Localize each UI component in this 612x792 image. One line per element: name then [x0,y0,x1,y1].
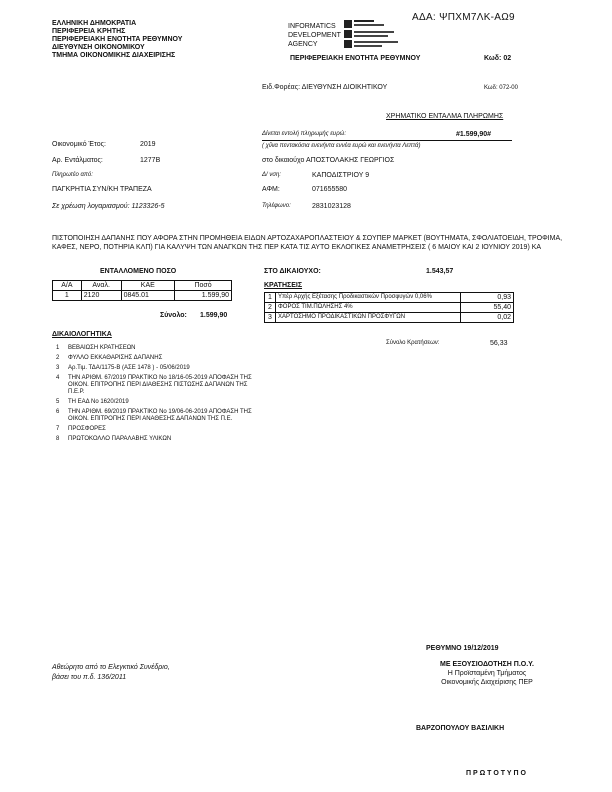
deduction-description: ΧΑΡΤΟΣΗΜΟ ΠΡΟΔΙΚΑΣΤΙΚΩΝ ΠΡΟΣΦΥΓΩΝ [276,313,461,323]
phone-value: 2831023128 [312,203,351,210]
agency-value: ΔΙΕΥΘΥΝΣΗ ΔΙΟΙΚΗΤΙΚΟΥ [301,84,388,91]
authority-line: ΠΕΡΙΦΕΡΕΙΑ ΚΡΗΤΗΣ [52,28,126,35]
ordered-total-value: 1.599,90 [200,312,228,319]
debit-account-value: 1123326-5 [131,203,165,210]
documents-list [56,345,256,446]
logo-line: AGENCY [288,41,318,48]
deduction-number: 1 [265,293,276,303]
ida-logo [288,22,341,49]
debit-account-row [52,203,164,210]
item-text: ΒΕΒΑΙΩΣΗ ΚΡΑΤΗΣΕΩΝ [68,345,136,351]
debit-account-label: Σε χρέωση λογαριασμού: [52,203,130,210]
deductions-total-label: Σύνολο Κρατήσεων: [386,340,440,346]
ada-code: ΑΔΑ: ΨΠΧΜ7ΛΚ-ΑΩ9 [412,12,515,23]
ordered-amount-table [52,280,232,301]
item-number: 2 [56,355,60,361]
logo-graphic-icon [344,20,402,55]
item-text: ΤΗΝ ΑΡΙΘΜ. 67/2019 ΠΡΑΚΤΙΚΟ Νο 18/16-05-2019 ΑΠΟΦΑΣΗ ΤΗΣ ΟΙΚΟΝ. ΕΠΙΤΡΟΠΗΣ ΠΕΡΙ ΔΙΑΘΕΣΗΣ ΠΙΣΤΩΣΗΣ ΔΑΠΑΝΩΝ ΤΗΣ Π.Ε.Ρ. [68,375,252,395]
documents-title: ΔΙΚΑΙΟΛΟΓΗΤΙΚΑ [52,331,112,338]
authority-line: ΤΜΗΜΑ ΟΙΚΟΝΟΜΙΚΗΣ ΔΙΑΧΕΙΡΙΣΗΣ [52,52,176,59]
table-row [265,303,514,313]
payable-from-label: Πληρωτέο από: [52,172,93,178]
item-number: 5 [56,399,60,405]
deduction-number: 3 [265,313,276,323]
deductions-table [264,292,514,323]
payee-name: ΑΠΟΣΤΟΛΑΚΗΣ ΓΕΩΡΓΙΟΣ [305,157,395,164]
payee-row [262,157,394,164]
item-number: 3 [56,365,60,371]
authority-line: ΕΛΛΗΝΙΚΗ ΔΗΜΟΚΡΑΤΙΑ [52,20,137,27]
item-text: ΠΡΟΣΦΟΡΕΣ [68,426,106,432]
row-kae: 0845.01 [121,291,175,301]
item-text: ΦΥΛΛΟ ΕΚΚΑΘΑΡΙΣΗΣ ΔΑΠΑΝΗΣ [68,355,163,361]
item-text: ΠΡΩΤΟΚΟΛΛΟ ΠΑΡΑΛΑΒΗΣ ΥΛΙΚΩΝ [68,436,172,442]
deduction-amount: 0,93 [461,293,514,303]
header-cell: Αναλ. [81,281,121,291]
payment-description: ΠΙΣΤΟΠΟΙΗΣΗ ΔΑΠΑΝΗΣ ΠΟΥ ΑΦΟΡΑ ΣΤΗΝ ΠΡΟΜΗΘΕΙΑ ΕΙΔΩΝ ΑΡΤΟΖΑΧΑΡΟΠΛΑΣΤΕΙΟΥ & ΣΟΥΠΕΡ ΜΑΡΚΕΤ (ΒΟΥΤΗΜΑΤΑ, ΣΦΟΛΙΑΤΟΕΙΔΗ, ΤΡΟΦΙΜΑ, ΚΑΦΕΣ, ΝΕΡΟ, ΠΟΤΗΡΙΑ ΚΛΠ) ΓΙΑ ΚΑΛΥΨΗ ΤΩΝ ΑΝΑΓΚΩΝ ΤΗΣ ΠΕΡ ΚΑΤΑ ΤΙΣ ΑΥΤΟ ΕΚΛΟΓΙΚΕΣ ΑΝΑΜΕΤΡΗΣΕΙΣ ( 6 ΜΑΙΟΥ ΚΑΙ 2 ΙΟΥΝΙΟΥ 2019) ΚΑ [52,235,563,251]
list-item [56,375,256,396]
audit-line: Αθεώρητο από το Ελεγκτικό Συνέδριο, [52,664,170,671]
header-cell: Α/Α [53,281,82,291]
item-number: 7 [56,426,60,432]
bank-name: ΠΑΓΚΡΗΤΙΑ ΣΥΝ/ΚΗ ΤΡΑΠΕΖΑ [52,186,152,193]
list-item [56,436,256,443]
agency-label: Ειδ.Φορέας: [262,84,301,91]
signer-title-line: Η Προϊσταμένη Τμήματος [447,670,527,677]
item-number: 4 [56,375,60,381]
payee-label: στο δικαιούχο [262,157,305,164]
address-value: ΚΑΠΟΔΙΣΤΡΙΟΥ 9 [312,172,370,179]
table-row [265,293,514,303]
item-number: 6 [56,409,60,415]
address-label: Δ/ νση: [262,172,281,178]
row-analysis: 2120 [81,291,121,301]
order-amount: #1.599,90# [456,131,492,138]
item-text: Αρ.Τιμ. ΤΔΑ/1175-Β (ΑΣΕ 1478 ) - 05/06/2019 [68,365,190,371]
table-row [53,291,232,301]
logo-line: DEVELOPMENT [288,32,341,39]
list-item [56,426,256,433]
deduction-description: ΦΟΡΟΣ ΤΙΜ.ΠΩΛΗΣΗΣ 4% [276,303,461,313]
afm-value: 071655580 [312,186,348,193]
fiscal-year-value: 2019 [140,141,156,148]
signer-title-line: Οικονομικής Διαχείρισης ΠΕΡ [441,679,533,686]
order-label: Δίνεται εντολή πληρωμής ευρώ: [262,131,346,137]
unit-code: Κωδ: 02 [484,55,512,62]
issuing-authority [52,20,182,60]
to-payee-value: 1.543,57 [426,268,454,275]
agency-row [262,84,387,91]
list-item [56,365,256,372]
logo-line: INFORMATICS [288,23,336,30]
authorization-line: ΜΕ ΕΞΟΥΣΙΟΔΟΤΗΣΗ Π.Ο.Υ. [440,661,534,668]
amount-underline [262,140,512,141]
table-row [265,313,514,323]
afm-label: ΑΦΜ: [262,186,280,193]
ordered-total-label: Σύνολο: [160,312,187,319]
deductions-title: ΚΡΑΤΗΣΕΙΣ [264,282,303,289]
table-header-row [53,281,232,291]
deduction-number: 2 [265,303,276,313]
ordered-amount-title: ΕΝΤΑΛΛΟΜΕΝΟ ΠΟΣΟ [100,268,177,275]
order-title: ΧΡΗΜΑΤΙΚΟ ΕΝΤΑΛΜΑ ΠΛΗΡΩΜΗΣ [386,113,504,120]
deduction-amount: 0,02 [461,313,514,323]
header-cell: Ποσό [175,281,232,291]
order-number-label: Αρ. Εντάλματος: [52,157,103,164]
agency-code: Κωδ: 072-00 [484,85,518,91]
signer-name: ΒΑΡΖΟΠΟΥΛΟΥ ΒΑΣΙΛΙΚΗ [416,725,505,732]
fiscal-year-label: Οικονομικό Έτος: [52,141,106,148]
item-text: ΤΗ ΕΑΔ Νο 1620/2019 [68,399,129,405]
deductions-total-value: 56,33 [490,340,508,347]
authority-line: ΔΙΕΥΘΥΝΣΗ ΟΙΚΟΝΟΜΙΚΟΥ [52,44,145,51]
signature-block [412,660,562,687]
list-item [56,345,256,352]
unit-title: ΠΕΡΙΦΕΡΕΙΑΚΗ ΕΝΟΤΗΤΑ ΡΕΘΥΜΝΟΥ [290,55,421,62]
deduction-description: Υπέρ Αρχής Εξέτασης Προδικαστικών Προσφυγών 0,06% [276,293,461,303]
order-number-value: 1277Β [140,157,161,164]
row-number: 1 [53,291,82,301]
item-number: 1 [56,345,60,351]
row-amount: 1.599,90 [175,291,232,301]
deduction-amount: 55,40 [461,303,514,313]
to-payee-label: ΣΤΟ ΔΙΚΑΙΟΥΧΟ: [264,268,321,275]
header-cell: ΚΑΕ [121,281,175,291]
authority-line: ΠΕΡΙΦΕΡΕΙΑΚΗ ΕΝΟΤΗΤΑ ΡΕΘΥΜΝΟΥ [52,36,183,43]
place-date: ΡΕΘΥΜΝΟ 19/12/2019 [426,645,499,652]
list-item [56,409,256,423]
list-item [56,355,256,362]
item-text: ΤΗΝ ΑΡΙΘΜ. 69/2019 ΠΡΑΚΤΙΚΟ Νο 19/06-06-2019 ΑΠΟΦΑΣΗ ΤΗΣ ΟΙΚΟΝ. ΕΠΙΤΡΟΠΗΣ ΠΕΡΙ ΑΝΑΘΕΣΗΣ ΔΑΠΑΝΩΝ ΤΗΣ Π.Ε. [68,409,252,422]
item-number: 8 [56,436,60,442]
phone-label: Τηλέφωνο: [262,203,291,209]
list-item [56,399,256,406]
audit-note [52,663,170,683]
amount-in-words: ( χίλια πεντακόσια ενενήντα εννέα ευρώ και ενενήντα Λεπτά) [262,143,421,149]
original-stamp: Π Ρ Ω Τ Ο Τ Υ Π Ο [466,770,526,777]
audit-line: βάσει του π.δ. 136/2011 [52,674,127,681]
